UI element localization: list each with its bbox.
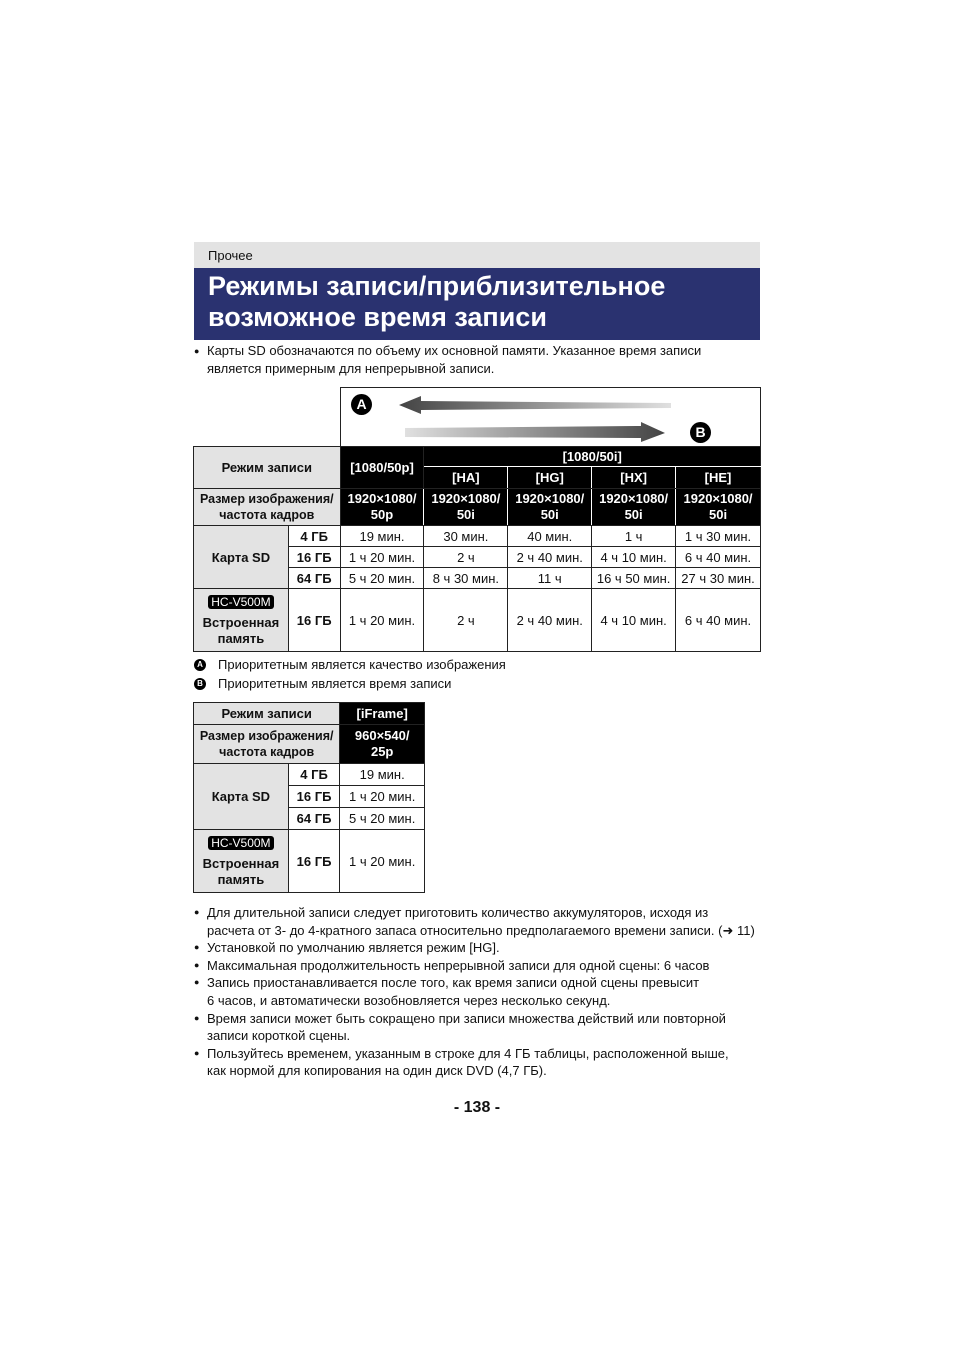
time-cell: 8 ч 30 мин.: [424, 568, 508, 589]
size-line-2: 50i: [708, 507, 728, 522]
section-label: Прочее: [194, 242, 760, 268]
builtin-label-line-1: Встроенная: [202, 614, 280, 630]
submode-hg: [HG]: [508, 467, 592, 489]
submode-hx: [HX]: [592, 467, 676, 489]
model-badge: HC-V500M: [208, 836, 273, 850]
arrow-left-icon: [399, 396, 671, 414]
list-item: [194, 904, 764, 939]
size-cell: [676, 489, 761, 526]
marker-a-icon: A: [194, 659, 206, 671]
time-cell: 2 ч 40 мин.: [508, 589, 592, 652]
size-line-1: 1920×1080/: [599, 491, 669, 506]
table-row: [194, 526, 761, 547]
sd-card-label: Карта SD: [194, 526, 289, 589]
list-item: [194, 1045, 764, 1080]
time-cell: 1 ч 20 мин.: [340, 786, 425, 808]
sd-card-label: Карта SD: [194, 764, 289, 830]
time-cell: 6 ч 40 мин.: [676, 589, 761, 652]
notes-list: [194, 904, 764, 1080]
time-cell: 1 ч 20 мин.: [340, 589, 424, 652]
size-line-2: 25p: [370, 744, 394, 759]
marker-b-icon: B: [194, 678, 206, 690]
mode-header: Режим записи: [194, 703, 340, 725]
note-line: ● Для длительной записи следует приготовить количество аккумуляторов, исходя из: [207, 905, 709, 920]
time-cell: 1 ч 20 мин.: [340, 547, 424, 568]
table-row: [194, 764, 425, 786]
time-cell: 19 мин.: [340, 764, 425, 786]
legend-b: [194, 675, 451, 693]
time-cell: 16 ч 50 мин.: [592, 568, 676, 589]
capacity-cell: 16 ГБ: [288, 830, 340, 893]
time-cell: 2 ч 40 мин.: [508, 547, 592, 568]
size-line-1: 1920×1080/: [431, 491, 501, 506]
time-cell: 30 мин.: [424, 526, 508, 547]
table-row: [194, 830, 425, 893]
time-cell: 1 ч 20 мин.: [340, 830, 425, 893]
intro-line-2: является примерным для непрерывной записи.: [207, 361, 495, 376]
size-cell: [340, 489, 424, 526]
note-line: ● Установкой по умолчанию является режим [HG].: [207, 940, 500, 956]
legend-b-text: Приоритетным является время записи: [218, 676, 452, 691]
builtin-label-line-2: память: [217, 871, 265, 887]
intro-line-1: ● Карты SD обозначаются по объему их основной памяти. Указанное время записи: [194, 342, 760, 360]
table-row: [194, 589, 761, 652]
note-line: ● Максимальная продолжительность непрерывной записи для одной сцены: 6 часов: [207, 957, 710, 973]
note-line: расчета от 3- до 4-кратного запаса относительно предполагаемого времени записи. (➜ 11): [207, 922, 755, 938]
size-line-1: 1920×1080/: [683, 491, 753, 506]
size-line-2: 50i: [624, 507, 643, 522]
size-cell: [424, 489, 508, 526]
capacity-cell: 16 ГБ: [288, 786, 340, 808]
submode-he: [HE]: [676, 467, 761, 489]
size-header: [194, 489, 341, 526]
intro-note: [194, 342, 760, 378]
capacity-cell: 16 ГБ: [288, 547, 340, 568]
mode-1080-50p: [1080/50p]: [340, 447, 424, 489]
capacity-cell: 4 ГБ: [288, 526, 340, 547]
builtin-label-line-2: память: [217, 630, 265, 646]
legend-a-text: Приоритетным является качество изображения: [218, 657, 506, 672]
size-line-1: 1920×1080/: [347, 491, 417, 506]
builtin-memory-label: [194, 830, 289, 893]
size-header-line-1: Размер изображения/: [199, 492, 334, 506]
time-cell: 4 ч 10 мин.: [592, 547, 676, 568]
size-line-2: 50p: [370, 507, 394, 522]
note-line: как нормой для копирования на один диск DVD (4,7 ГБ).: [207, 1063, 547, 1079]
time-cell: 1 ч 30 мин.: [676, 526, 761, 547]
page-number: - 138 -: [453, 1099, 501, 1116]
list-item: [194, 939, 764, 957]
note-line: 6 часов, и автоматически возобновляется через несколько секунд.: [207, 992, 611, 1008]
size-line-1: 1920×1080/: [515, 491, 585, 506]
time-cell: 2 ч: [424, 589, 508, 652]
size-cell: [592, 489, 676, 526]
size-line-2: 50i: [456, 507, 475, 522]
size-header-line-1: Размер изображения/: [199, 729, 334, 743]
iframe-time-table: [193, 702, 425, 893]
mode-1080-50i: [1080/50i]: [424, 447, 761, 467]
page-title: [194, 268, 760, 340]
time-cell: 11 ч: [508, 568, 592, 589]
time-cell: 4 ч 10 мин.: [592, 589, 676, 652]
capacity-cell: 4 ГБ: [288, 764, 340, 786]
marker-a-icon: A: [351, 394, 372, 415]
note-line: ● Пользуйтесь временем, указанным в строке для 4 ГБ таблицы, расположенной выше,: [207, 1045, 729, 1061]
size-header-line-2: частота кадров: [219, 745, 315, 759]
time-cell: 19 мин.: [340, 526, 424, 547]
list-item: [194, 957, 764, 975]
mode-header: Режим записи: [194, 447, 341, 489]
time-cell: 5 ч 20 мин.: [340, 808, 425, 830]
submode-ha: [HA]: [424, 467, 508, 489]
time-cell: 5 ч 20 мин.: [340, 568, 424, 589]
size-line-2: 50i: [540, 507, 559, 522]
size-line-1: 960×540/: [354, 728, 410, 743]
builtin-memory-label: [194, 589, 289, 652]
size-cell: [508, 489, 592, 526]
model-badge: HC-V500M: [208, 595, 273, 609]
list-item: [194, 1010, 764, 1045]
page-title-line-2: возможное время записи: [208, 302, 547, 332]
arrow-right-icon: [405, 422, 665, 442]
capacity-cell: 64 ГБ: [288, 568, 340, 589]
note-line: ● Время записи может быть сокращено при записи множества действий или повторной: [207, 1010, 726, 1026]
legend-a: [194, 656, 506, 674]
time-cell: 40 мин.: [508, 526, 592, 547]
list-item: [194, 974, 764, 1009]
priority-arrow-box: [340, 387, 761, 447]
note-line: записи короткой сцены.: [207, 1028, 351, 1044]
time-cell: 2 ч: [424, 547, 508, 568]
time-cell: 27 ч 30 мин.: [676, 568, 761, 589]
time-cell: 1 ч: [592, 526, 676, 547]
recording-time-table: [193, 446, 761, 652]
time-cell: 6 ч 40 мин.: [676, 547, 761, 568]
capacity-cell: 16 ГБ: [288, 589, 340, 652]
builtin-label-line-1: Встроенная: [202, 855, 280, 871]
capacity-cell: 64 ГБ: [288, 808, 340, 830]
size-header-line-2: частота кадров: [219, 508, 315, 522]
marker-b-icon: B: [690, 422, 711, 443]
mode-iframe: [iFrame]: [340, 703, 425, 725]
size-cell: [340, 725, 425, 764]
size-header: [194, 725, 340, 764]
page-title-line-1: Режимы записи/приблизительное: [208, 271, 666, 301]
note-line: ● Запись приостанавливается после того, как время записи одной сцены превысит: [207, 975, 700, 991]
